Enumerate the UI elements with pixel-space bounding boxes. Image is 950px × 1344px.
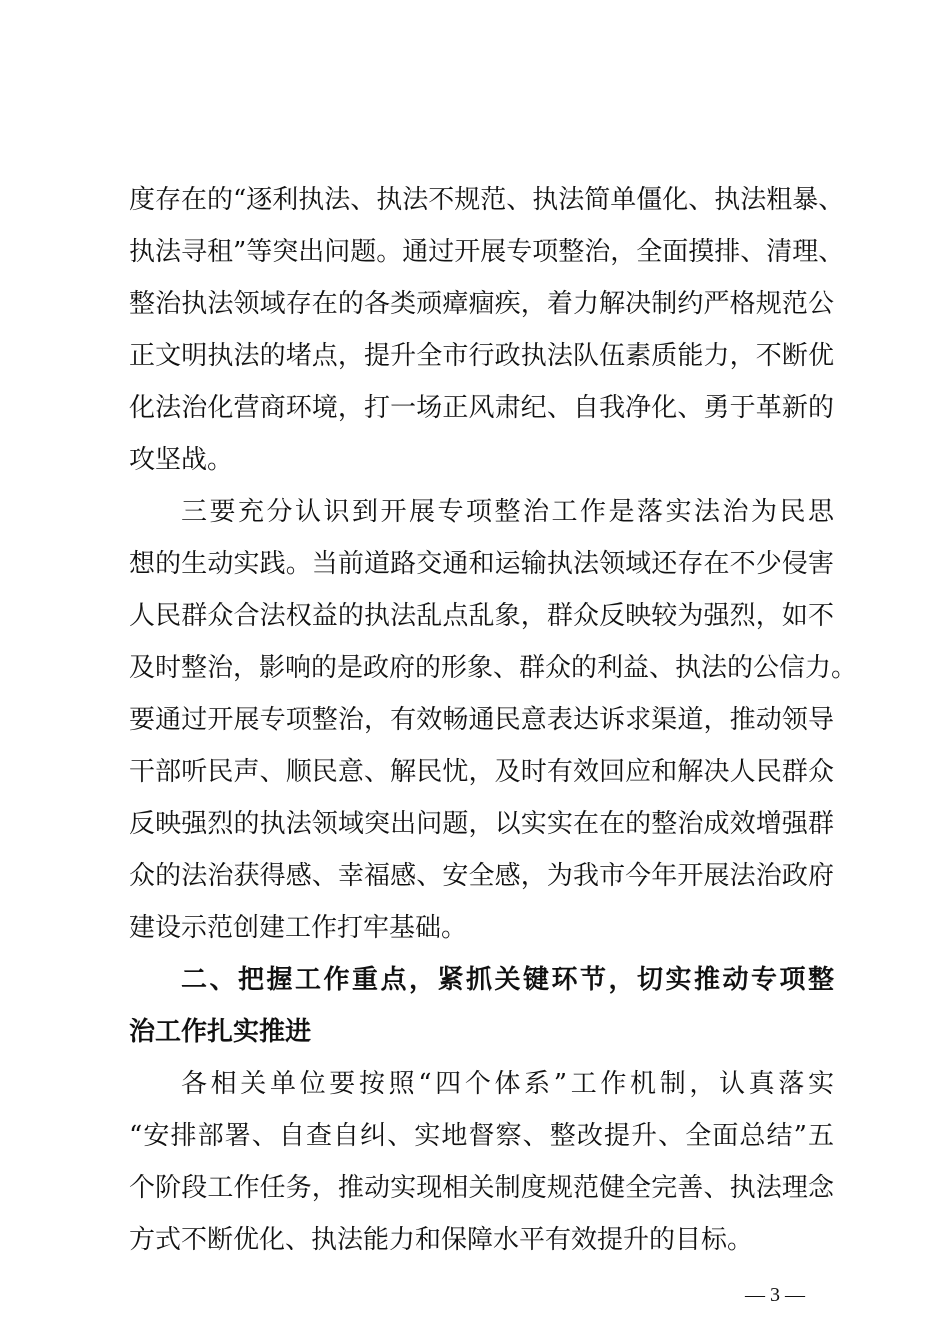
paragraph-line: 想的生动实践。当前道路交通和运输执法领域还存在不少侵害 <box>129 549 834 579</box>
paragraph-line: 方式不断优化、执法能力和保障水平有效提升的目标。 <box>129 1225 754 1255</box>
paragraph-line: 攻坚战。 <box>129 445 234 475</box>
paragraph-line: 各相关单位要按照“四个体系”工作机制，认真落实 <box>181 1069 834 1099</box>
paragraph-line: “安排部署、自查自纠、实地督察、整改提升、全面总结”五 <box>129 1121 834 1151</box>
section-heading: 治工作扎实推进 <box>129 1017 312 1047</box>
paragraph-line: 人民群众合法权益的执法乱点乱象，群众反映较为强烈，如不 <box>129 601 834 631</box>
section-heading: 二、把握工作重点，紧抓关键环节，切实推动专项整 <box>181 965 834 995</box>
paragraph-line: 三要充分认识到开展专项整治工作是落实法治为民思 <box>181 497 834 527</box>
paragraph-line: 正文明执法的堵点，提升全市行政执法队伍素质能力，不断优 <box>129 341 834 371</box>
paragraph-line: 执法寻租”等突出问题。通过开展专项整治，全面摸排、清理、 <box>129 237 845 267</box>
paragraph-line: 干部听民声、顺民意、解民忧，及时有效回应和解决人民群众 <box>129 757 834 787</box>
paragraph-line: 众的法治获得感、幸福感、安全感，为我市今年开展法治政府 <box>129 861 834 891</box>
page-number: — 3 — <box>745 1284 805 1306</box>
paragraph-line: 要通过开展专项整治，有效畅通民意表达诉求渠道，推动领导 <box>129 705 834 735</box>
paragraph-line: 及时整治，影响的是政府的形象、群众的利益、执法的公信力。 <box>129 653 858 683</box>
paragraph-line: 整治执法领域存在的各类顽瘴痼疾，着力解决制约严格规范公 <box>129 289 834 319</box>
paragraph-line: 个阶段工作任务，推动实现相关制度规范健全完善、执法理念 <box>129 1173 834 1203</box>
paragraph-line: 反映强烈的执法领域突出问题，以实实在在的整治成效增强群 <box>129 809 834 839</box>
paragraph-line: 建设示范创建工作打牢基础。 <box>129 913 468 943</box>
paragraph-line: 化法治化营商环境，打一场正风肃纪、自我净化、勇于革新的 <box>129 393 834 423</box>
paragraph-line: 度存在的“逐利执法、执法不规范、执法简单僵化、执法粗暴、 <box>129 185 845 215</box>
